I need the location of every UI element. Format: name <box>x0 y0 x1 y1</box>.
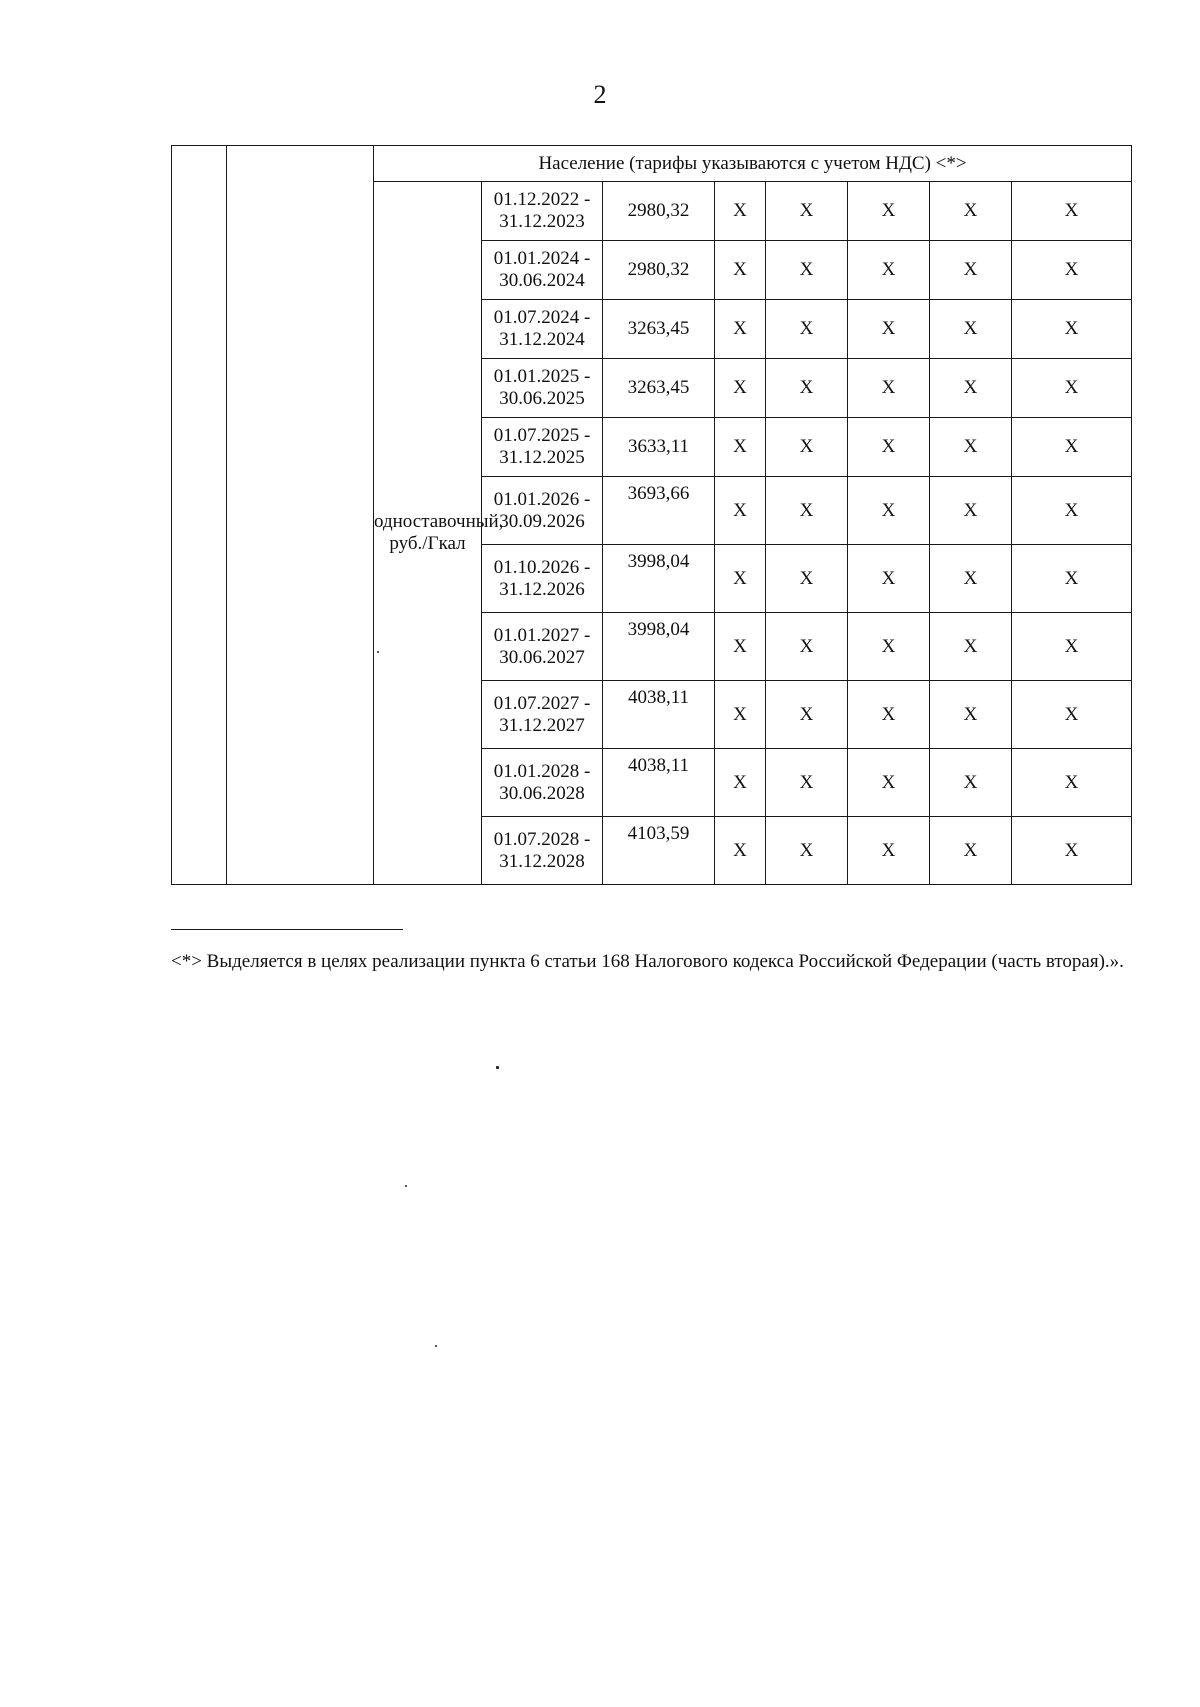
tariff-value-cell: 3263,45 <box>603 300 715 359</box>
period-cell: 01.01.2028 - 30.06.2028 <box>482 749 603 817</box>
not-applicable-mark: X <box>766 681 848 749</box>
not-applicable-mark: X <box>930 613 1012 681</box>
not-applicable-mark: X <box>1012 681 1132 749</box>
not-applicable-mark: X <box>715 182 766 241</box>
not-applicable-mark: X <box>715 749 766 817</box>
not-applicable-mark: X <box>848 545 930 613</box>
blank-column-1 <box>172 146 227 885</box>
scan-speck <box>377 651 379 653</box>
not-applicable-mark: X <box>766 749 848 817</box>
not-applicable-mark: X <box>1012 418 1132 477</box>
tariff-value-cell: 3998,04 <box>603 545 715 613</box>
tariff-value-cell: 3998,04 <box>603 613 715 681</box>
tariff-value-cell: 3263,45 <box>603 359 715 418</box>
table-header-row <box>172 146 1132 182</box>
period-cell: 01.01.2025 - 30.06.2025 <box>482 359 603 418</box>
not-applicable-mark: X <box>930 681 1012 749</box>
not-applicable-mark: X <box>848 241 930 300</box>
not-applicable-mark: X <box>715 681 766 749</box>
not-applicable-mark: X <box>766 300 848 359</box>
not-applicable-mark: X <box>1012 300 1132 359</box>
not-applicable-mark: X <box>715 817 766 885</box>
blank-column-2 <box>227 146 374 885</box>
not-applicable-mark: X <box>1012 241 1132 300</box>
not-applicable-mark: X <box>848 749 930 817</box>
footnote-divider <box>171 929 403 930</box>
not-applicable-mark: X <box>1012 749 1132 817</box>
not-applicable-mark: X <box>930 817 1012 885</box>
not-applicable-mark: X <box>930 182 1012 241</box>
not-applicable-mark: X <box>715 613 766 681</box>
not-applicable-mark: X <box>715 241 766 300</box>
not-applicable-mark: X <box>930 477 1012 545</box>
not-applicable-mark: X <box>766 477 848 545</box>
not-applicable-mark: X <box>848 681 930 749</box>
tariff-table-body <box>172 146 1132 885</box>
not-applicable-mark: X <box>715 300 766 359</box>
period-cell: 01.01.2024 - 30.06.2024 <box>482 241 603 300</box>
tariff-type-cell: одноставочный, руб./Гкал <box>374 182 482 885</box>
period-cell: 01.07.2024 - 31.12.2024 <box>482 300 603 359</box>
tariff-value-cell: 3633,11 <box>603 418 715 477</box>
not-applicable-mark: X <box>930 300 1012 359</box>
not-applicable-mark: X <box>766 613 848 681</box>
tariff-value-cell: 4038,11 <box>603 681 715 749</box>
not-applicable-mark: X <box>1012 182 1132 241</box>
not-applicable-mark: X <box>1012 359 1132 418</box>
not-applicable-mark: X <box>766 545 848 613</box>
not-applicable-mark: X <box>766 359 848 418</box>
not-applicable-mark: X <box>715 545 766 613</box>
not-applicable-mark: X <box>715 359 766 418</box>
not-applicable-mark: X <box>930 359 1012 418</box>
not-applicable-mark: X <box>848 359 930 418</box>
not-applicable-mark: X <box>848 182 930 241</box>
scan-speck <box>405 1185 407 1187</box>
not-applicable-mark: X <box>848 418 930 477</box>
not-applicable-mark: X <box>1012 477 1132 545</box>
period-cell: 01.01.2026 - 30.09.2026 <box>482 477 603 545</box>
not-applicable-mark: X <box>930 418 1012 477</box>
tariff-value-cell: 4103,59 <box>603 817 715 885</box>
tariff-value-cell: 4038,11 <box>603 749 715 817</box>
not-applicable-mark: X <box>848 817 930 885</box>
not-applicable-mark: X <box>766 418 848 477</box>
not-applicable-mark: X <box>766 241 848 300</box>
not-applicable-mark: X <box>930 545 1012 613</box>
not-applicable-mark: X <box>715 418 766 477</box>
footnote-text: <*> Выделяется в целях реализации пункта 6 статьи 168 Налогового кодекса Российской Федерации (часть вторая).». <box>171 951 1124 972</box>
period-cell: 01.07.2027 - 31.12.2027 <box>482 681 603 749</box>
not-applicable-mark: X <box>766 817 848 885</box>
scan-speck <box>496 1066 499 1069</box>
period-cell: 01.12.2022 - 31.12.2023 <box>482 182 603 241</box>
not-applicable-mark: X <box>1012 613 1132 681</box>
not-applicable-mark: X <box>1012 545 1132 613</box>
tariff-value-cell: 2980,32 <box>603 241 715 300</box>
not-applicable-mark: X <box>930 241 1012 300</box>
not-applicable-mark: X <box>848 477 930 545</box>
tariff-value-cell: 2980,32 <box>603 182 715 241</box>
not-applicable-mark: X <box>715 477 766 545</box>
scan-speck <box>435 1345 437 1347</box>
consumer-group-header: Население (тарифы указываются с учетом НДС) <*> <box>374 146 1132 182</box>
not-applicable-mark: X <box>930 749 1012 817</box>
period-cell: 01.07.2025 - 31.12.2025 <box>482 418 603 477</box>
not-applicable-mark: X <box>848 300 930 359</box>
period-cell: 01.10.2026 - 31.12.2026 <box>482 545 603 613</box>
period-cell: 01.07.2028 - 31.12.2028 <box>482 817 603 885</box>
page-number: 2 <box>593 80 607 109</box>
period-cell: 01.01.2027 - 30.06.2027 <box>482 613 603 681</box>
tariff-table <box>171 145 1132 885</box>
not-applicable-mark: X <box>766 182 848 241</box>
not-applicable-mark: X <box>848 613 930 681</box>
tariff-value-cell: 3693,66 <box>603 477 715 545</box>
not-applicable-mark: X <box>1012 817 1132 885</box>
